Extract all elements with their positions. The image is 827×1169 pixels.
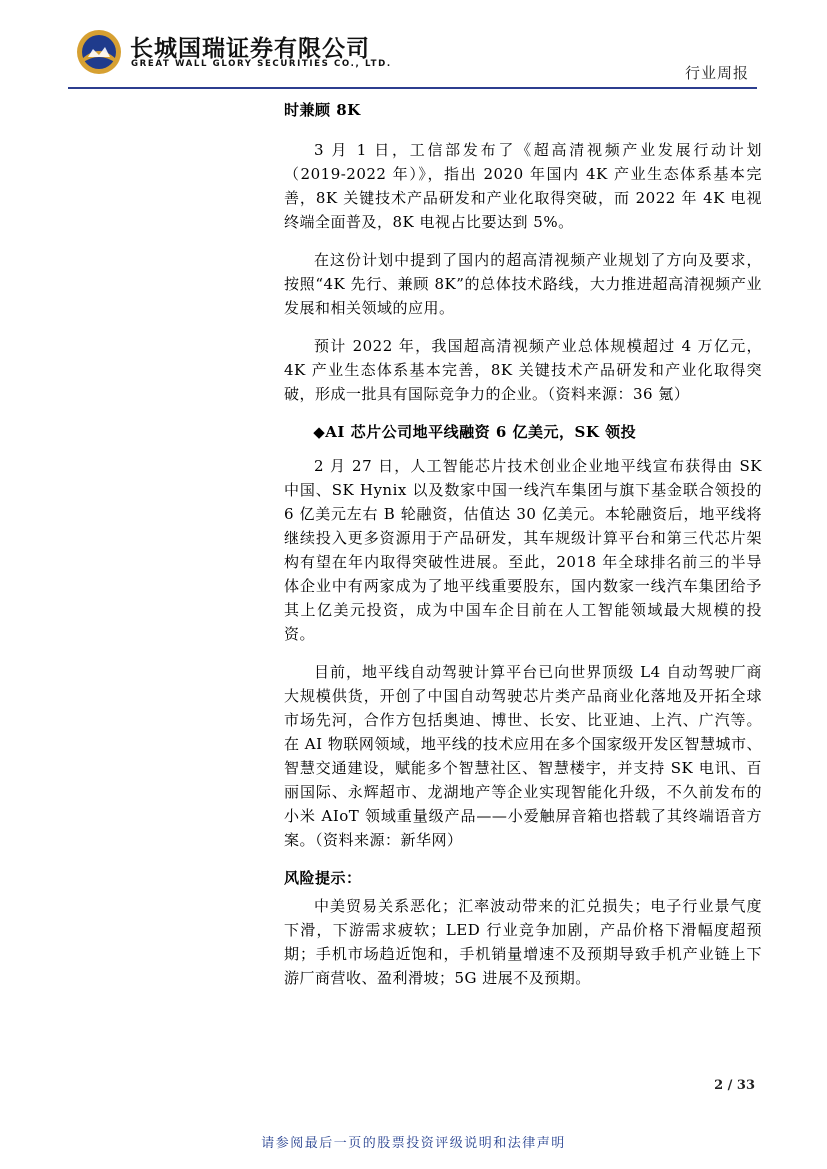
news-headline: ◆AI 芯片公司地平线融资 6 亿美元，SK 领投 [313,423,637,441]
risk-heading: 风险提示： [284,869,362,887]
page-number: 2 / 33 [714,1078,755,1093]
company-name-en: GREAT WALL GLORY SECURITIES CO., LTD. [131,59,392,69]
risk-paragraph: 中美贸易关系恶化；汇率波动带来的汇兑损失；电子行业景气度下滑，下游需求疲软；LED 行业竞争加剧，产品价格下滑幅度超预期；手机市场趋近饱和，手机销量增速不及预期导致手机产业链上下游厂商营收、盈利滑坡；5G 进展不及预期。 [284,897,762,987]
page-header [0,0,827,92]
report-type-label: 行业周报 [684,64,749,82]
body-paragraph: 预计 2022 年，我国超高清视频产业总体规模超过 4 万亿元，4K 产业生态体系基本完善，8K 关键技术产品研发和产业化取得突破，形成一批具有国际竞争力的企业。（资料来源：36 氪） [284,337,762,403]
header-divider [68,87,757,89]
disclaimer-note: 请参阅最后一页的股票投资评级说明和法律声明 [261,1136,566,1151]
company-logo-icon [76,29,122,75]
body-paragraph: 3 月 1 日，工信部发布了《超高清视频产业发展行动计划（2019-2022 年）》，指出 2020 年国内 4K 产业生态体系基本完善，8K 关键技术产品研发和产业化取得突破，而 2022 年 4K 电视终端全面普及，8K 电视占比要达到 5%。 [284,141,762,231]
body-paragraph: 目前，地平线自动驾驶计算平台已向世界顶级 L4 自动驾驶厂商大规模供货，开创了中国自动驾驶芯片类产品商业化落地及开拓全球市场先河，合作方包括奥迪、博世、长安、比亚迪、上汽、广汽等。在 AI 物联网领域，地平线的技术应用在多个国家级开发区智慧城市、智慧交通建设，赋能多个智慧社区、智慧楼宇，并支持 SK 电讯、百丽国际、永辉超市、龙湖地产等企业实现智能化升级，不久前发布的小米 AIoT 领域重量级产品——小爱触屏音箱也搭载了其终端语音方案。（资料来源：新华网） [284,663,762,849]
body-paragraph: 在这份计划中提到了国内的超高清视频产业规划了方向及要求，按照“4K 先行、兼顾 8K”的总体技术路线，大力推进超高清视频产业发展和相关领域的应用。 [284,251,762,317]
report-body [284,96,762,1004]
section-title: 时兼顾 8K [284,101,361,119]
company-name-cn: 长城国瑞证券有限公司 [130,36,370,62]
body-paragraph: 2 月 27 日，人工智能芯片技术创业企业地平线宣布获得由 SK 中国、SK Hynix 以及数家中国一线汽车集团与旗下基金联合领投的 6 亿美元左右 B 轮融资，估值达 30 亿美元。本轮融资后，地平线将继续投入更多资源用于产品研发，其车规级计算平台和第三代芯片架构有望在年内取得突破性进展。至此，2018 年全球排名前三的半导体企业中有两家成为了地平线重要股东，国内数家一线汽车集团给予其上亿美元投资，成为中国车企目前在人工智能领域最大规模的投资。 [284,457,762,643]
